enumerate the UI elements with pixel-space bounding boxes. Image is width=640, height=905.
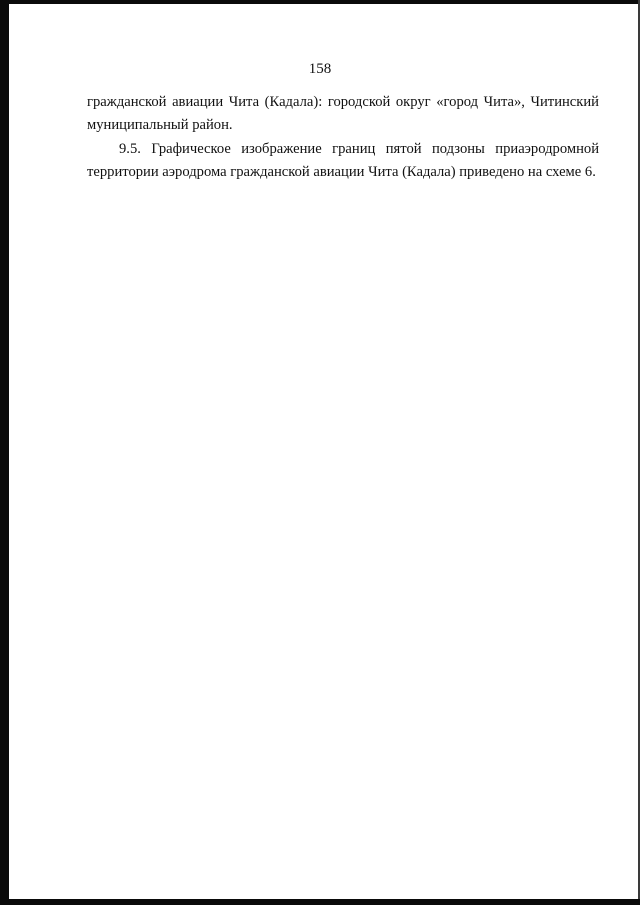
scan-border-bottom [0,899,640,905]
paragraph-line: муниципальный район. [87,117,233,133]
paragraph-line: территории аэродрома гражданской авиации Чита (Кадала) приведено на схеме 6. [87,164,596,180]
paragraph-line: гражданской авиации Чита (Кадала): городской округ «город Чита», Читинский [87,94,599,110]
scan-border-left [0,0,9,905]
page-number: 158 [308,61,332,77]
paragraph-9-5 [87,138,599,184]
paragraph-continuation [87,91,599,137]
scan-border-top [0,0,640,4]
paragraph-line: 9.5. Графическое изображение границ пятой подзоны приаэродромной [119,141,599,157]
